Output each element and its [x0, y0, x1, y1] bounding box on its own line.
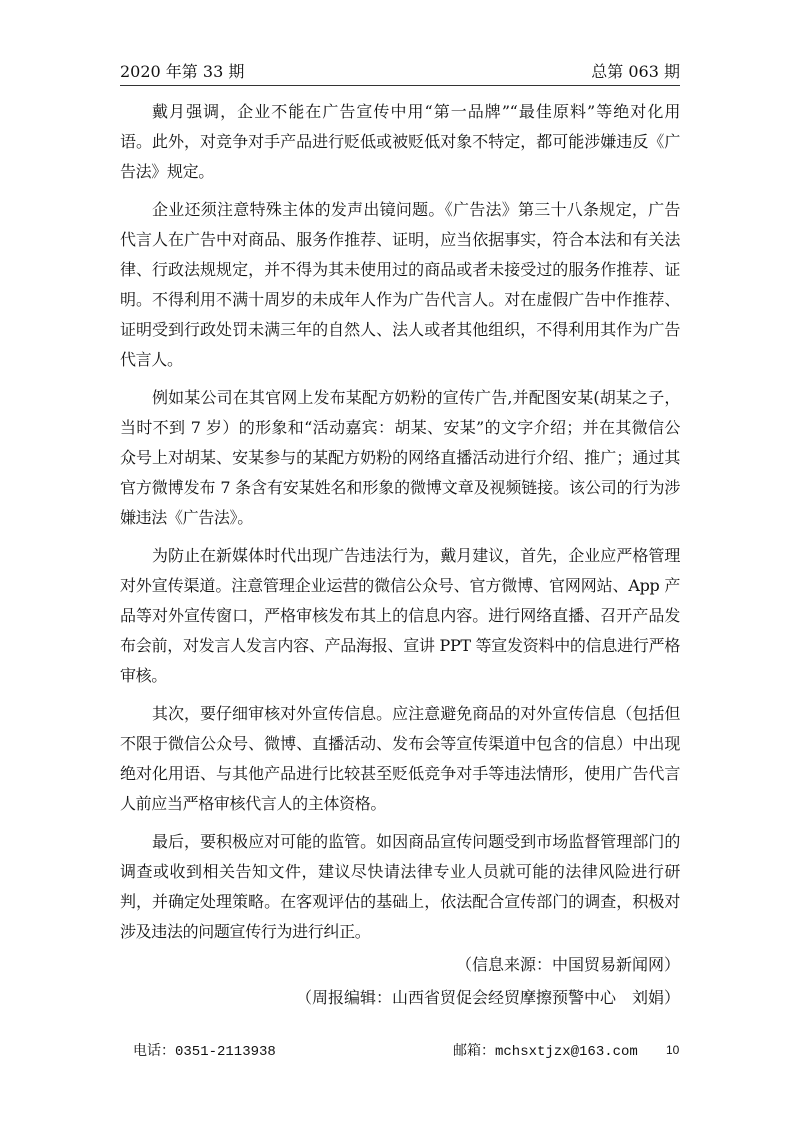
text-line: 调查或收到相关告知文件，建议尽快请法律专业人员就可能的法律风险进行研 [120, 862, 680, 881]
text-line: 为防止在新媒体时代出现广告违法行为，戴月建议，首先，企业应严格管理 [152, 546, 680, 565]
paragraph [120, 195, 680, 375]
text-line: 明。不得利用不满十周岁的未成年人作为广告代言人。对在虚假广告中作推荐、 [120, 290, 680, 309]
text-line: 代言人在广告中对商品、服务作推荐、证明，应当依据事实，符合本法和有关法 [120, 230, 680, 249]
total-issue-number: 总第 063 期 [591, 62, 680, 81]
page-number: 10 [666, 1043, 680, 1057]
text-line: 官方微博发布 7 条含有安某姓名和形象的微博文章及视频链接。该公司的行为涉 [120, 478, 680, 497]
text-line: 例如某公司在其官网上发布某配方奶粉的宣传广告,并配图安某(胡某之子， [152, 388, 680, 407]
text-line: 嫌违法《广告法》。 [120, 508, 253, 527]
text-line: 律、行政法规规定，并不得为其未使用过的商品或者未接受过的服务作推荐、证 [120, 260, 680, 279]
header-rule [120, 85, 680, 86]
text-line: 代言人。 [120, 350, 183, 369]
text-line: 对外宣传渠道。注意管理企业运营的微信公众号、官方微博、官网网站、App 产 [120, 576, 680, 595]
article-body [120, 97, 680, 955]
text-line: 语。此外，对竞争对手产品进行贬低或被贬低对象不特定，都可能涉嫌违反《广 [120, 132, 680, 151]
email-address: 邮箱：mchsxtjzx@163.com [453, 1044, 638, 1060]
text-line: 人前应当严格审核代言人的主体资格。 [120, 794, 387, 813]
text-line: 判，并确定处理策略。在客观评估的基础上，依法配合宣传部门的调查，积极对 [120, 892, 680, 911]
text-line: 其次，要仔细审核对外宣传信息。应注意避免商品的对外宣传信息（包括但 [152, 704, 680, 723]
phone-number: 电话：0351-2113938 [133, 1044, 276, 1060]
text-line: 品等对外宣传窗口，严格审核发布其上的信息内容。进行网络直播、召开产品发 [120, 606, 680, 625]
source-note: （信息来源：中国贸易新闻网） [455, 955, 680, 974]
paragraph [120, 827, 680, 947]
text-line: 绝对化用语、与其他产品进行比较甚至贬低竞争对手等违法情形，使用广告代言 [120, 764, 680, 783]
paragraph [120, 97, 680, 187]
text-line: 证明受到行政处罚未满三年的自然人、法人或者其他组织，不得利用其作为广告 [120, 320, 680, 339]
text-line: 涉及违法的问题宣传行为进行纠正。 [120, 922, 371, 941]
paragraph [120, 383, 680, 533]
page-header [120, 61, 680, 83]
text-line: 企业还须注意特殊主体的发声出镜问题。《广告法》第三十八条规定，广告 [152, 200, 680, 219]
text-line: 布会前，对发言人发言内容、产品海报、宣讲 PPT 等宣发资料中的信息进行严格 [120, 636, 680, 655]
text-line: 不限于微信公众号、微博、直播活动、发布会等宣传渠道中包含的信息）中出现 [120, 734, 680, 753]
editor-note: （周报编辑：山西省贸促会经贸摩擦预警中心 刘娟） [295, 988, 680, 1007]
paragraph [120, 541, 680, 691]
text-line: 最后，要积极应对可能的监管。如因商品宣传问题受到市场监督管理部门的 [152, 832, 680, 851]
issue-number: 2020 年第 33 期 [120, 62, 245, 81]
text-line: 众号上对胡某、安某参与的某配方奶粉的网络直播活动进行介绍、推广；通过其 [120, 448, 680, 467]
text-line: 戴月强调，企业不能在广告宣传中用“第一品牌”“最佳原料”等绝对化用 [152, 102, 680, 121]
text-line: 审核。 [120, 666, 167, 685]
text-line: 告法》规定。 [120, 162, 214, 181]
text-line: 当时不到 7 岁）的形象和“活动嘉宾：胡某、安某”的文字介绍；并在其微信公 [120, 418, 680, 437]
paragraph [120, 699, 680, 819]
